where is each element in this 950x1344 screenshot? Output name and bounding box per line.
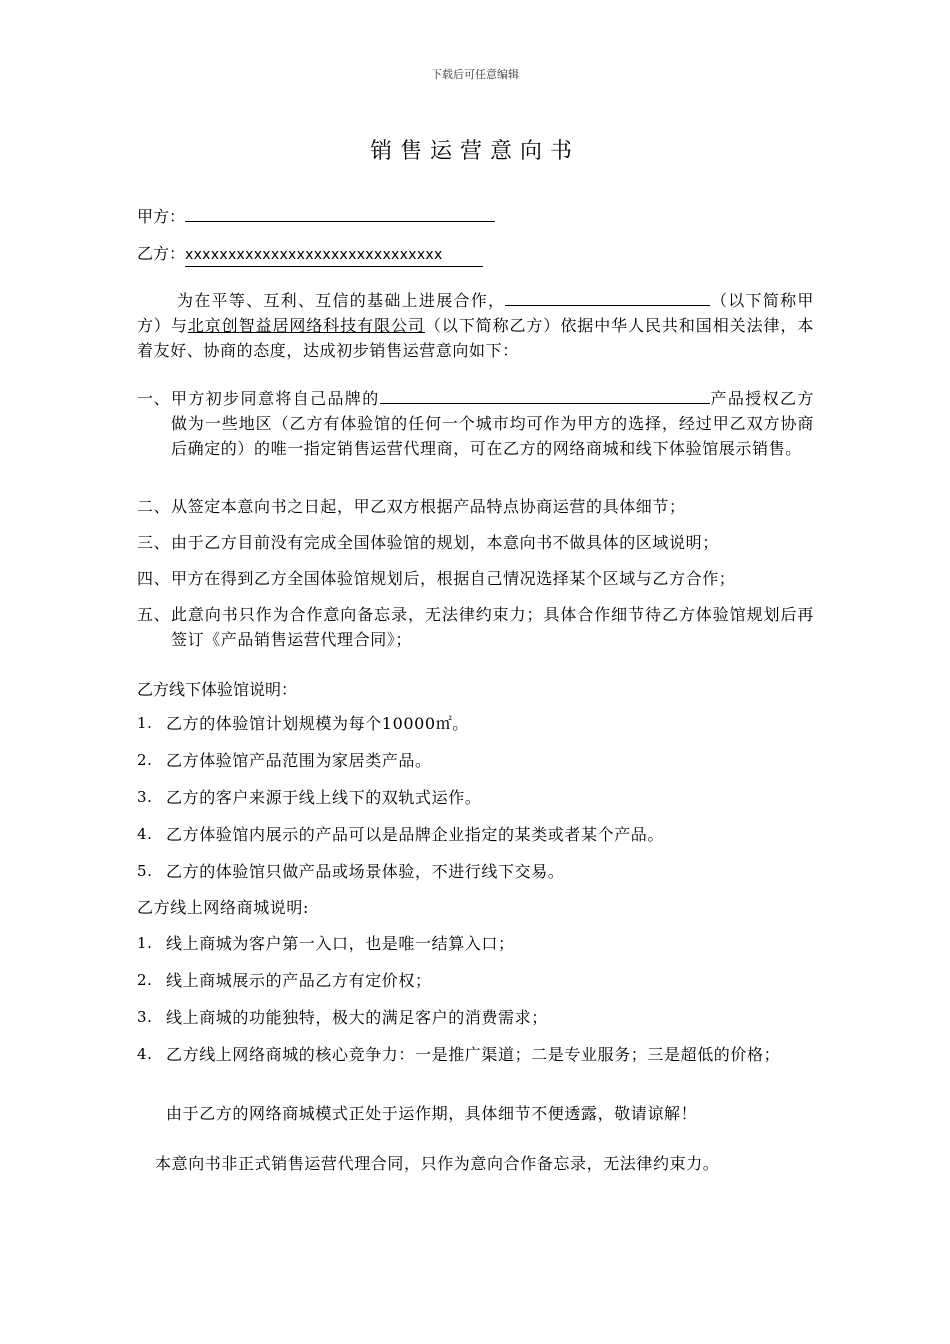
offline-item-1 xyxy=(137,711,814,736)
list-text: 乙方线上网络商城的核心竞争力：一是推广渠道；二是专业服务；三是超低的价格； xyxy=(166,1045,781,1064)
term-number: 四、 xyxy=(137,569,171,588)
offline-item-3 xyxy=(137,785,814,810)
list-number: 3. xyxy=(137,788,153,806)
list-number: 4. xyxy=(137,1045,153,1063)
list-text: 乙方体验馆产品范围为家居类产品。 xyxy=(166,751,432,770)
header-note: 下载后可任意编辑 xyxy=(431,68,519,81)
intro-text-1: 为在平等、互利、互信的基础上进展合作， xyxy=(177,291,506,310)
list-text: 乙方体验馆内展示的产品可以是品牌企业指定的某类或者某个产品。 xyxy=(166,825,665,844)
party-a-line xyxy=(137,205,495,228)
document-title: 销售运营意向书 xyxy=(369,139,580,164)
list-number: 3. xyxy=(137,1008,153,1026)
list-text: 乙方的客户来源于线上线下的双轨式运作。 xyxy=(166,788,482,807)
party-b-line xyxy=(137,243,483,267)
online-item-2 xyxy=(137,968,814,993)
offline-item-4 xyxy=(137,822,814,847)
intro-text-3: （以下简称乙方）依据中华人民共和国相关法律，本着友好、协商的态度，达成初步销售运营意向如下： xyxy=(137,316,814,360)
term-number: 三、 xyxy=(137,533,171,552)
offline-item-5 xyxy=(137,859,814,884)
list-number: 5. xyxy=(137,862,153,880)
term-item-1 xyxy=(137,386,814,461)
intro-blank-field xyxy=(505,289,710,306)
list-number: 2. xyxy=(137,971,153,989)
online-item-4 xyxy=(137,1042,814,1067)
party-a-blank-field xyxy=(185,205,495,222)
offline-heading: 乙方线下体验馆说明： xyxy=(137,680,298,699)
list-number: 1. xyxy=(137,714,153,732)
party-b-value: xxxxxxxxxxxxxxxxxxxxxxxxxxxxxx xyxy=(185,244,483,267)
term-item-3 xyxy=(137,530,814,555)
term-number: 五、 xyxy=(137,605,171,624)
list-text: 线上商城展示的产品乙方有定价权； xyxy=(166,971,432,990)
online-item-1 xyxy=(137,931,814,956)
online-item-3 xyxy=(137,1005,814,1030)
brand-blank-field xyxy=(380,387,710,404)
term-text: 从签定本意向书之日起，甲乙双方根据产品特点协商运营的具体细节； xyxy=(171,497,686,516)
term-number: 二、 xyxy=(137,497,171,516)
term-number: 一、 xyxy=(137,389,171,408)
offline-item-2 xyxy=(137,748,814,773)
intro-text-2: （以下简称甲方）与 xyxy=(137,291,814,335)
company-name: 北京创智益居网络科技有限公司 xyxy=(187,316,425,335)
intro-paragraph xyxy=(137,288,814,363)
term-item-5 xyxy=(137,602,814,652)
closing-statement: 本意向书非正式销售运营代理合同，只作为意向合作备忘录，无法律约束力。 xyxy=(155,1154,720,1173)
list-text: 乙方的体验馆只做产品或场景体验，不进行线下交易。 xyxy=(166,862,565,881)
party-b-label: 乙方： xyxy=(137,244,186,263)
term-item-4 xyxy=(137,566,814,591)
online-note: 由于乙方的网络商城模式正处于运作期，具体细节不便透露，敬请谅解！ xyxy=(166,1104,698,1123)
term-item-2 xyxy=(137,494,814,519)
list-text: 线上商城为客户第一入口，也是唯一结算入口； xyxy=(166,934,515,953)
list-number: 2. xyxy=(137,751,153,769)
term-text: 甲方在得到乙方全国体验馆规划后，根据自己情况选择某个区域与乙方合作； xyxy=(171,569,736,588)
list-text: 乙方的体验馆计划规模为每个10000㎡。 xyxy=(166,714,469,733)
list-number: 1. xyxy=(137,934,153,952)
term-text-post: 产品授权乙方做为一些地区（乙方有体验馆的任何一个城市均可作为甲方的选择，经过甲乙双方协商后确定的）的唯一指定销售运营代理商，可在乙方的网络商城和线下体验馆展示销售。 xyxy=(171,389,815,458)
term-text-pre: 甲方初步同意将自己品牌的 xyxy=(171,389,380,408)
online-heading: 乙方线上网络商城说明: xyxy=(137,898,309,917)
party-a-label: 甲方： xyxy=(137,207,186,226)
term-text: 此意向书只作为合作意向备忘录，无法律约束力；具体合作细节待乙方体验馆规划后再签订《产品销售运营代理合同》； xyxy=(171,605,814,649)
term-text: 由于乙方目前没有完成全国体验馆的规划，本意向书不做具体的区域说明； xyxy=(171,533,719,552)
list-text: 线上商城的功能独特，极大的满足客户的消费需求； xyxy=(166,1008,548,1027)
list-number: 4. xyxy=(137,825,153,843)
